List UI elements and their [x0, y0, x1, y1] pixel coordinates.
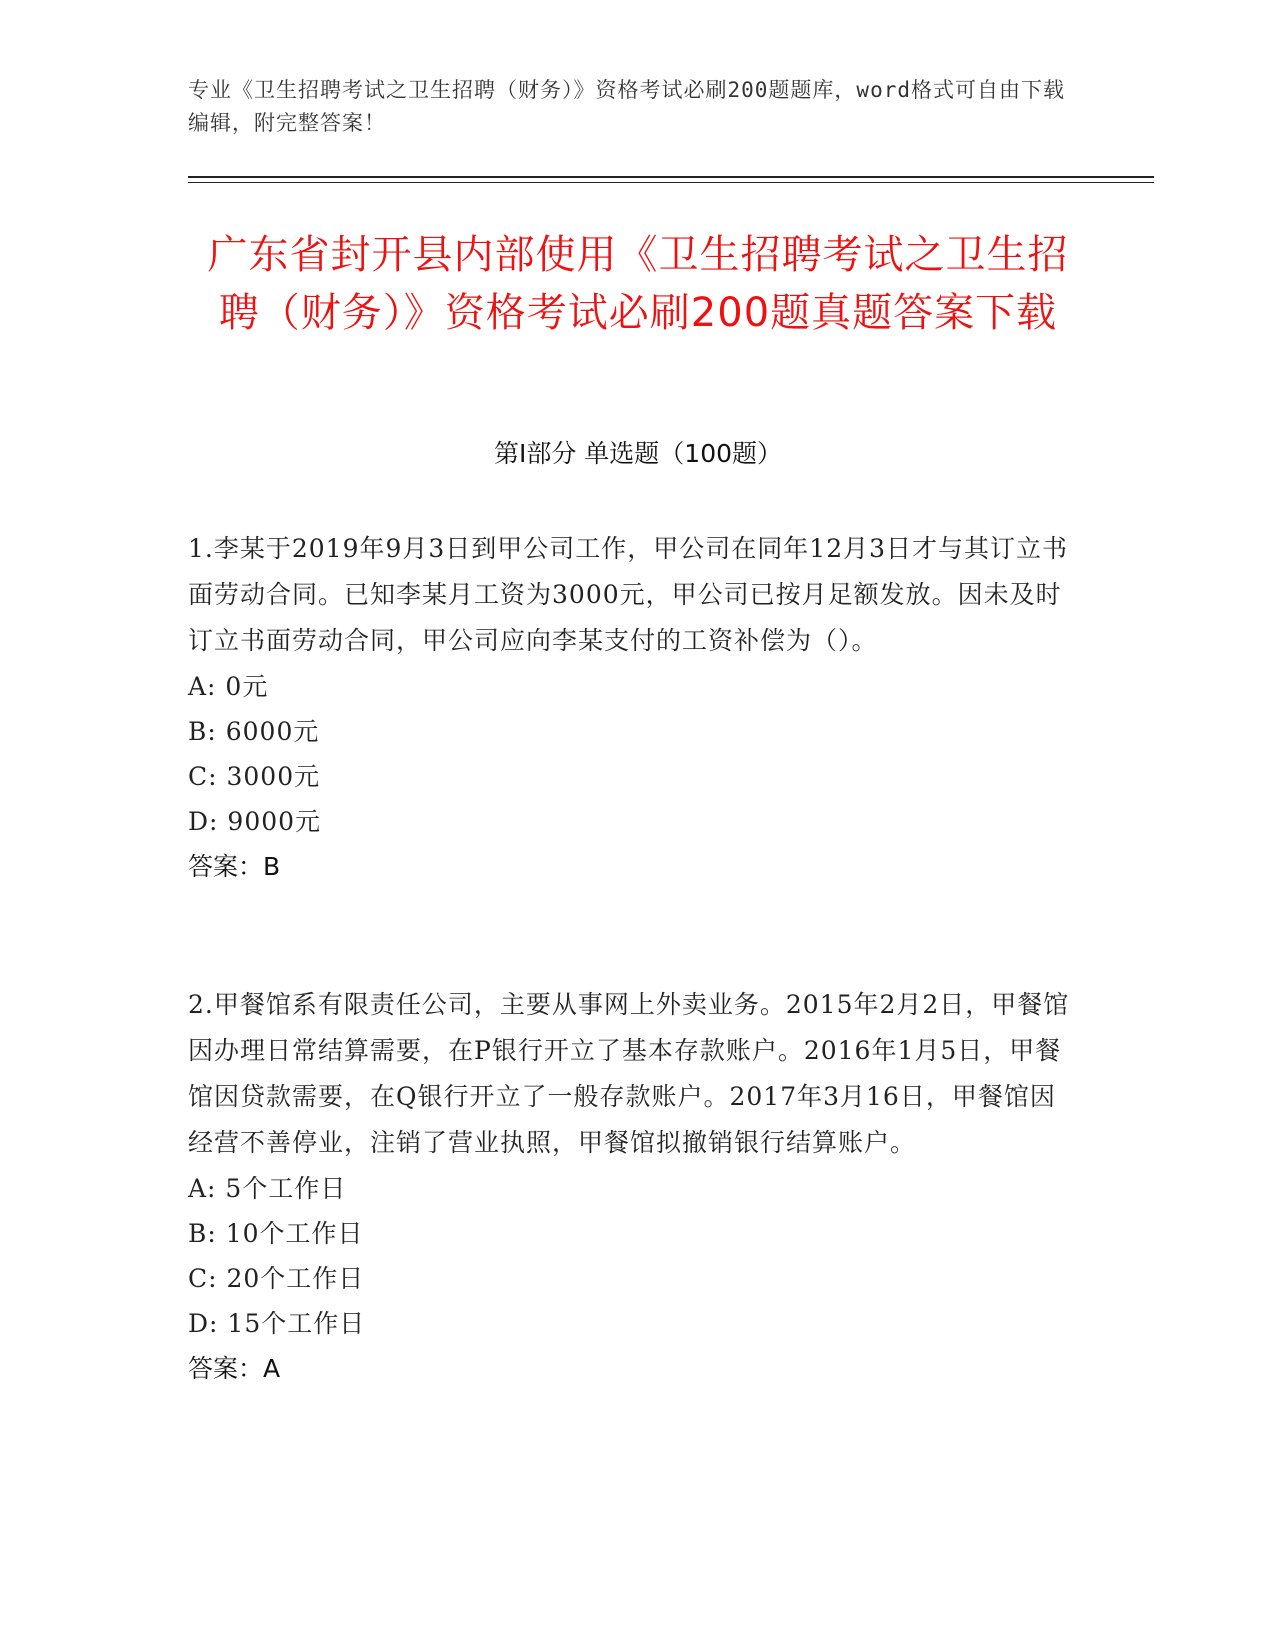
section-heading: 第I部分 单选题（100题）	[493, 439, 783, 468]
question-2	[188, 982, 1078, 1392]
option-c: C: 3000元	[188, 762, 321, 791]
header-note: 专业《卫生招聘考试之卫生招聘（财务）》资格考试必刷200题题库，word格式可自由下载编辑，附完整答案！	[188, 78, 1065, 135]
question-stem: 1.李某于2019年9月3日到甲公司工作，甲公司在同年12月3日才与其订立书面劳动合同。已知李某月工资为3000元，甲公司已按月足额发放。因未及时订立书面劳动合同，甲公司应向李某支付的工资补偿为（）。	[188, 534, 1069, 655]
option-a: A: 5个工作日	[188, 1174, 347, 1203]
answer: 答案：A	[188, 1354, 281, 1383]
header-divider-thin	[188, 182, 1154, 183]
option-d: D: 15个工作日	[188, 1309, 366, 1338]
question-1	[188, 526, 1078, 890]
question-stem: 2.甲餐馆系有限责任公司，主要从事网上外卖业务。2015年2月2日，甲餐馆因办理日常结算需要，在P银行开立了基本存款账户。2016年1月5日，甲餐馆因贷款需要，在Q银行开立了一般存款账户。2017年3月16日，甲餐馆因经营不善停业，注销了营业执照，甲餐馆拟撤销银行结算账户。	[188, 990, 1070, 1157]
option-b: B: 6000元	[188, 717, 320, 746]
header-divider-thick	[188, 176, 1154, 178]
option-a: A: 0元	[188, 672, 269, 701]
answer: 答案：B	[188, 852, 281, 881]
option-d: D: 9000元	[188, 807, 322, 836]
option-b: B: 10个工作日	[188, 1219, 364, 1248]
option-c: C: 20个工作日	[188, 1264, 365, 1293]
document-title: 广东省封开县内部使用《卫生招聘考试之卫生招聘（财务）》资格考试必刷200题真题答案下载	[207, 232, 1069, 336]
